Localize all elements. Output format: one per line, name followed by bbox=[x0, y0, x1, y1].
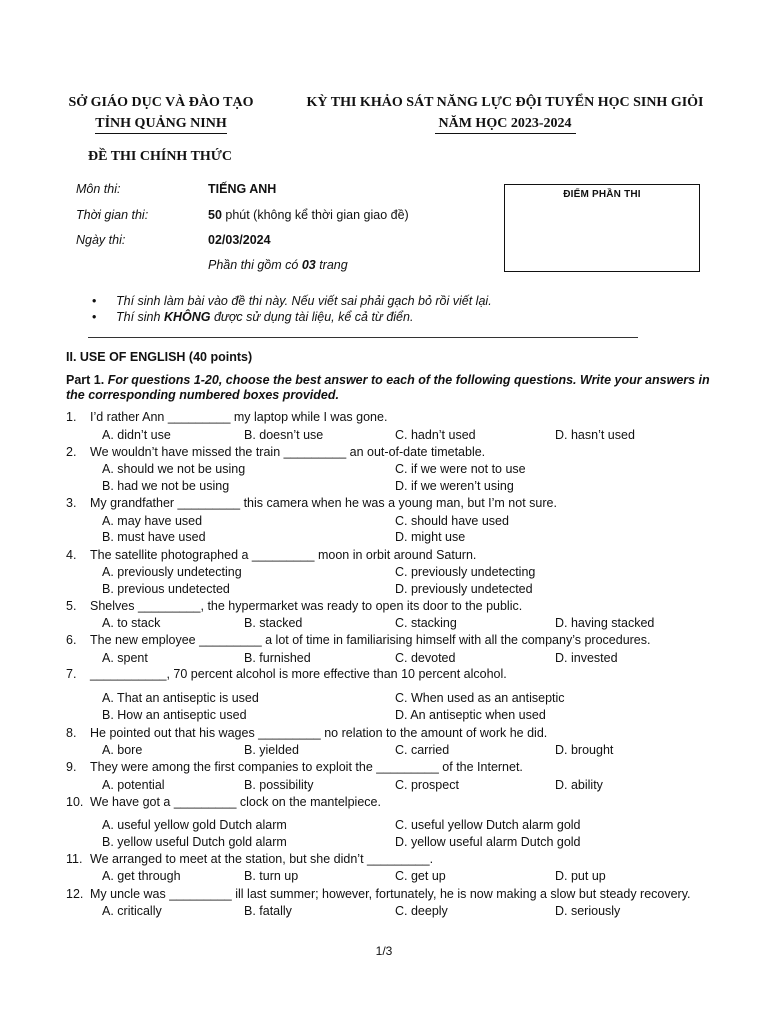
question-number: 5. bbox=[66, 599, 77, 613]
page-count: Phần thi gồm có 03 trang bbox=[208, 258, 348, 272]
answer-option-d: D. ability bbox=[555, 778, 603, 792]
score-box-label: ĐIỂM PHẦN THI bbox=[563, 189, 641, 200]
time-value: 50 phút (không kể thời gian giao đề) bbox=[208, 208, 409, 222]
answer-option-c: C. When used as an antiseptic bbox=[395, 691, 565, 705]
answer-option-a: A. get through bbox=[102, 869, 181, 883]
answer-option-b: B. furnished bbox=[244, 651, 311, 665]
answer-option-a: A. potential bbox=[102, 778, 165, 792]
date-label: Ngày thi: bbox=[76, 233, 126, 247]
province-name: TỈNH QUẢNG NINH bbox=[95, 115, 226, 134]
school-year: NĂM HỌC 2023-2024 bbox=[435, 115, 576, 134]
answer-option-a: A. spent bbox=[102, 651, 148, 665]
question-stem bbox=[66, 667, 507, 681]
answer-option-b: B. yellow useful Dutch gold alarm bbox=[102, 835, 287, 849]
answer-option-c: C. devoted bbox=[395, 651, 456, 665]
answer-option-a: A. critically bbox=[102, 904, 162, 918]
rule-item: • Thí sinh làm bài vào đề thi này. Nếu viết sai phải gạch bỏ rồi viết lại. bbox=[92, 293, 492, 309]
answer-option-c: C. if we were not to use bbox=[395, 462, 526, 476]
question-number: 11. bbox=[66, 852, 83, 866]
answer-option-c: C. previously undetecting bbox=[395, 565, 536, 579]
answer-option-a: A. to stack bbox=[102, 616, 161, 630]
department-header bbox=[66, 92, 256, 134]
question-number: 2. bbox=[66, 445, 77, 459]
question-stem bbox=[66, 599, 522, 613]
subject-label: Môn thi: bbox=[76, 182, 121, 196]
question-number: 8. bbox=[66, 726, 77, 740]
question-number: 4. bbox=[66, 548, 77, 562]
answer-option-b: B. How an antiseptic used bbox=[102, 708, 247, 722]
rule-item: • Thí sinh KHÔNG được sử dụng tài liệu, kể cả từ điển. bbox=[92, 309, 492, 325]
question-text: We arranged to meet at the station, but she didn’t _________. bbox=[90, 852, 434, 866]
answer-option-a: A. previously undetecting bbox=[102, 565, 242, 579]
time-label: Thời gian thi: bbox=[76, 208, 149, 222]
department-name: SỞ GIÁO DỤC VÀ ĐÀO TẠO bbox=[68, 95, 254, 110]
page-number: 1/3 bbox=[375, 944, 393, 958]
answer-option-d: D. hasn’t used bbox=[555, 428, 635, 442]
question-text: We wouldn’t have missed the train _________ an out-of-date timetable. bbox=[90, 445, 486, 459]
question-number: 10. bbox=[66, 795, 84, 809]
answer-option-a: A. That an antiseptic is used bbox=[102, 691, 259, 705]
answer-option-d: D. yellow useful alarm Dutch gold bbox=[395, 835, 581, 849]
question-stem bbox=[66, 852, 433, 866]
answer-option-d: D. put up bbox=[555, 869, 606, 883]
answer-option-c: C. deeply bbox=[395, 904, 448, 918]
question-text: We have got a _________ clock on the mantelpiece. bbox=[90, 795, 381, 809]
answer-option-c: C. should have used bbox=[395, 514, 509, 528]
question-stem bbox=[66, 795, 381, 809]
answer-option-d: D. An antiseptic when used bbox=[395, 708, 546, 722]
question-number: 9. bbox=[66, 760, 77, 774]
answer-option-c: C. carried bbox=[395, 743, 450, 757]
question-text: The new employee _________ a lot of time in familiarising himself with all the company’s procedures. bbox=[90, 633, 651, 647]
exam-header bbox=[300, 92, 710, 134]
question-text: Shelves _________, the hypermarket was ready to open its door to the public. bbox=[90, 599, 523, 613]
answer-option-d: D. previously undetected bbox=[395, 582, 533, 596]
question-number: 3. bbox=[66, 496, 77, 510]
section-title: II. USE OF ENGLISH (40 points) bbox=[66, 350, 253, 364]
question-number: 7. bbox=[66, 667, 77, 681]
exam-title: KỲ THI KHẢO SÁT NĂNG LỰC ĐỘI TUYỂN HỌC SINH GIỎI bbox=[306, 95, 704, 110]
answer-option-c: C. useful yellow Dutch alarm gold bbox=[395, 818, 581, 832]
question-number: 6. bbox=[66, 633, 77, 647]
question-text: The satellite photographed a _________ moon in orbit around Saturn. bbox=[90, 548, 477, 562]
answer-option-b: B. must have used bbox=[102, 530, 206, 544]
answer-option-a: A. didn’t use bbox=[102, 428, 171, 442]
answer-option-d: D. if we weren’t using bbox=[395, 479, 514, 493]
answer-option-d: D. invested bbox=[555, 651, 618, 665]
answer-option-b: B. had we not be using bbox=[102, 479, 230, 493]
answer-option-a: A. bore bbox=[102, 743, 143, 757]
answer-option-c: C. get up bbox=[395, 869, 446, 883]
answer-option-b: B. stacked bbox=[244, 616, 303, 630]
answer-option-b: B. possibility bbox=[244, 778, 314, 792]
question-text: I’d rather Ann _________ my laptop while I was gone. bbox=[90, 410, 388, 424]
answer-option-a: A. may have used bbox=[102, 514, 203, 528]
question-text: They were among the first companies to exploit the _________ of the Internet. bbox=[90, 760, 523, 774]
answer-option-c: C. hadn’t used bbox=[395, 428, 476, 442]
answer-option-b: B. turn up bbox=[244, 869, 299, 883]
divider bbox=[88, 337, 638, 338]
question-text: ___________, 70 percent alcohol is more effective than 10 percent alcohol. bbox=[90, 667, 507, 681]
answer-option-a: A. should we not be using bbox=[102, 462, 246, 476]
question-stem bbox=[66, 760, 523, 774]
question-stem bbox=[66, 496, 557, 510]
part-instruction: Part 1. For questions 1-20, choose the best answer to each of the following questions. Write your answers in the corresponding numbered boxes provided. bbox=[66, 373, 710, 402]
answer-option-d: D. might use bbox=[395, 530, 466, 544]
official-label: ĐỀ THI CHÍNH THỨC bbox=[88, 149, 233, 164]
date-value: 02/03/2024 bbox=[208, 233, 271, 247]
answer-option-d: D. seriously bbox=[555, 904, 621, 918]
question-stem bbox=[66, 445, 485, 459]
question-stem bbox=[66, 633, 650, 647]
question-number: 1. bbox=[66, 410, 77, 424]
answer-option-c: C. stacking bbox=[395, 616, 457, 630]
answer-option-d: D. having stacked bbox=[555, 616, 655, 630]
answer-option-b: B. fatally bbox=[244, 904, 292, 918]
answer-option-d: D. brought bbox=[555, 743, 614, 757]
answer-option-b: B. previous undetected bbox=[102, 582, 230, 596]
question-stem bbox=[66, 410, 387, 424]
question-text: My uncle was _________ ill last summer; however, fortunately, he is now making a slow but steady recovery. bbox=[90, 887, 691, 901]
answer-option-a: A. useful yellow gold Dutch alarm bbox=[102, 818, 287, 832]
question-number: 12. bbox=[66, 887, 84, 901]
question-stem bbox=[66, 548, 476, 562]
question-stem bbox=[66, 887, 691, 901]
question-stem bbox=[66, 726, 547, 740]
question-text: My grandfather _________ this camera when he was a young man, but I’m not sure. bbox=[90, 496, 557, 510]
answer-option-b: B. doesn’t use bbox=[244, 428, 324, 442]
answer-option-b: B. yielded bbox=[244, 743, 299, 757]
question-text: He pointed out that his wages _________ no relation to the amount of work he did. bbox=[90, 726, 548, 740]
score-box bbox=[504, 184, 700, 272]
subject-value: TIẾNG ANH bbox=[208, 182, 277, 196]
exam-rules bbox=[92, 293, 492, 325]
answer-option-c: C. prospect bbox=[395, 778, 459, 792]
